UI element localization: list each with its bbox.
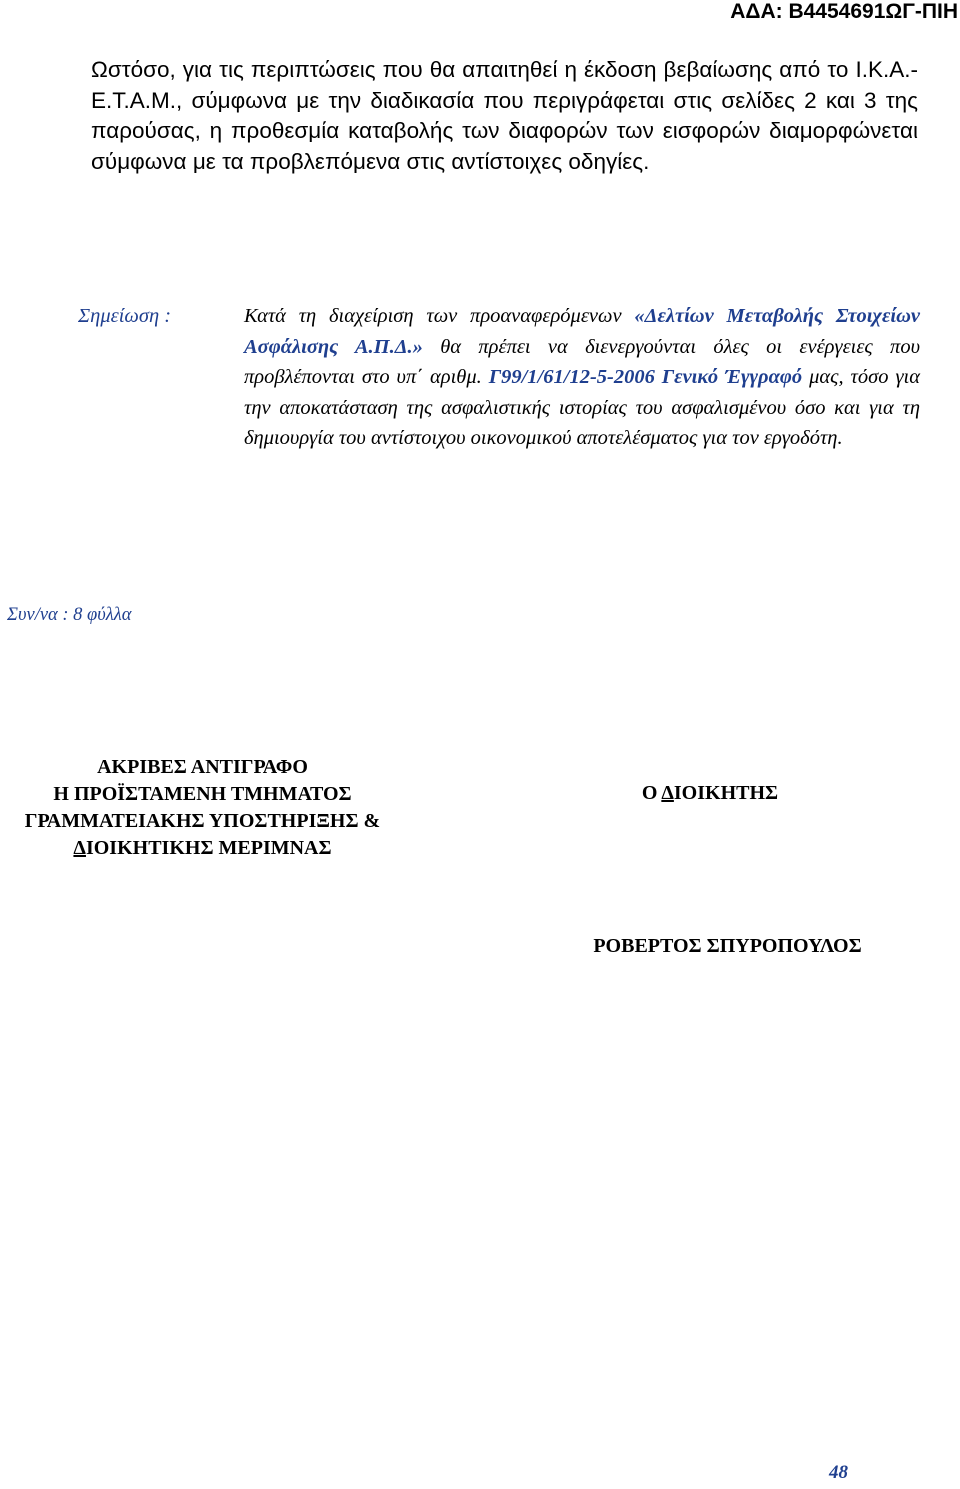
certified-copy-label: ΑΚΡΙΒΕΣ ΑΝΤΙΓΡΑΦΟ: [97, 756, 308, 778]
signature-right-prefix: Ο: [641, 782, 662, 804]
note-document-reference: Γ99/1/61/12-5-2006 Γενικό Έγγραφό: [488, 366, 803, 389]
note-label: Σημείωση :: [78, 305, 172, 327]
note-block: [78, 301, 920, 454]
note-form-title: «Δελτίων Μεταβολής Στοιχείων Ασφάλισης Α.Π.Δ.»: [244, 305, 920, 358]
signature-right-rest: ΙΟΙΚΗΤΗΣ: [673, 782, 779, 804]
signature-left-line4: [0, 835, 405, 862]
note-text-part2: θα πρέπει να διενεργούνται όλες οι ενέργειες που προβλέπονται στο υπ΄ αριθμ.: [244, 335, 920, 389]
signer-name: ΡΟΒΕΡΤΟΣ ΣΠΥΡΟΠΟΥΛΟΣ: [593, 935, 862, 957]
signature-left-line4-rest: ΙΟΙΚΗΤΙΚΗΣ ΜΕΡΙΜΝΑΣ: [85, 837, 332, 859]
page-number: 48: [829, 1462, 848, 1483]
note-text-part1: Κατά τη διαχείριση των προαναφερόμενων: [244, 305, 635, 327]
note-text: [244, 301, 920, 454]
signature-left-line3: ΓΡΑΜΜΑΤΕΙΑΚΗΣ ΥΠΟΣΤΗΡΙΞΗΣ &: [24, 810, 381, 832]
body-paragraph: Ωστόσο, για τις περιπτώσεις που θα απαιτηθεί η έκδοση βεβαίωσης από το Ι.Κ.Α.- Ε.Τ.Α.Μ., σύμφωνα με την διαδικασία που περιγράφεται στις σελίδες 2 και 3 της παρούσας, η προθεσμία καταβολής των διαφορών των εισφορών διαμορφώνεται σύμφωνα με τα προβλεπόμενα στις αντίστοιχες οδηγίες.: [91, 57, 918, 174]
signature-right-initial: Δ: [661, 782, 674, 804]
signature-left-block: [0, 754, 405, 862]
signature-left-line4-initial: Δ: [73, 837, 86, 859]
note-text-part3: μας, τόσο για την αποκατάσταση της ασφαλιστικής ιστορίας του ασφαλισμένου όσο και για τη δημιουργία του αντίστοιχου οικονομικού αποτελέσματος για τον εργοδότη.: [244, 366, 920, 450]
ada-code: ΑΔΑ: Β4454691ΩΓ-ΠΙΗ: [730, 0, 958, 23]
enclosures-line: Συν/να : 8 φύλλα: [7, 605, 132, 625]
signature-right-title: [610, 780, 810, 807]
signature-left-line2: Η ΠΡΟΪΣΤΑΜΕΝΗ ΤΜΗΜΑΤΟΣ: [53, 783, 352, 805]
